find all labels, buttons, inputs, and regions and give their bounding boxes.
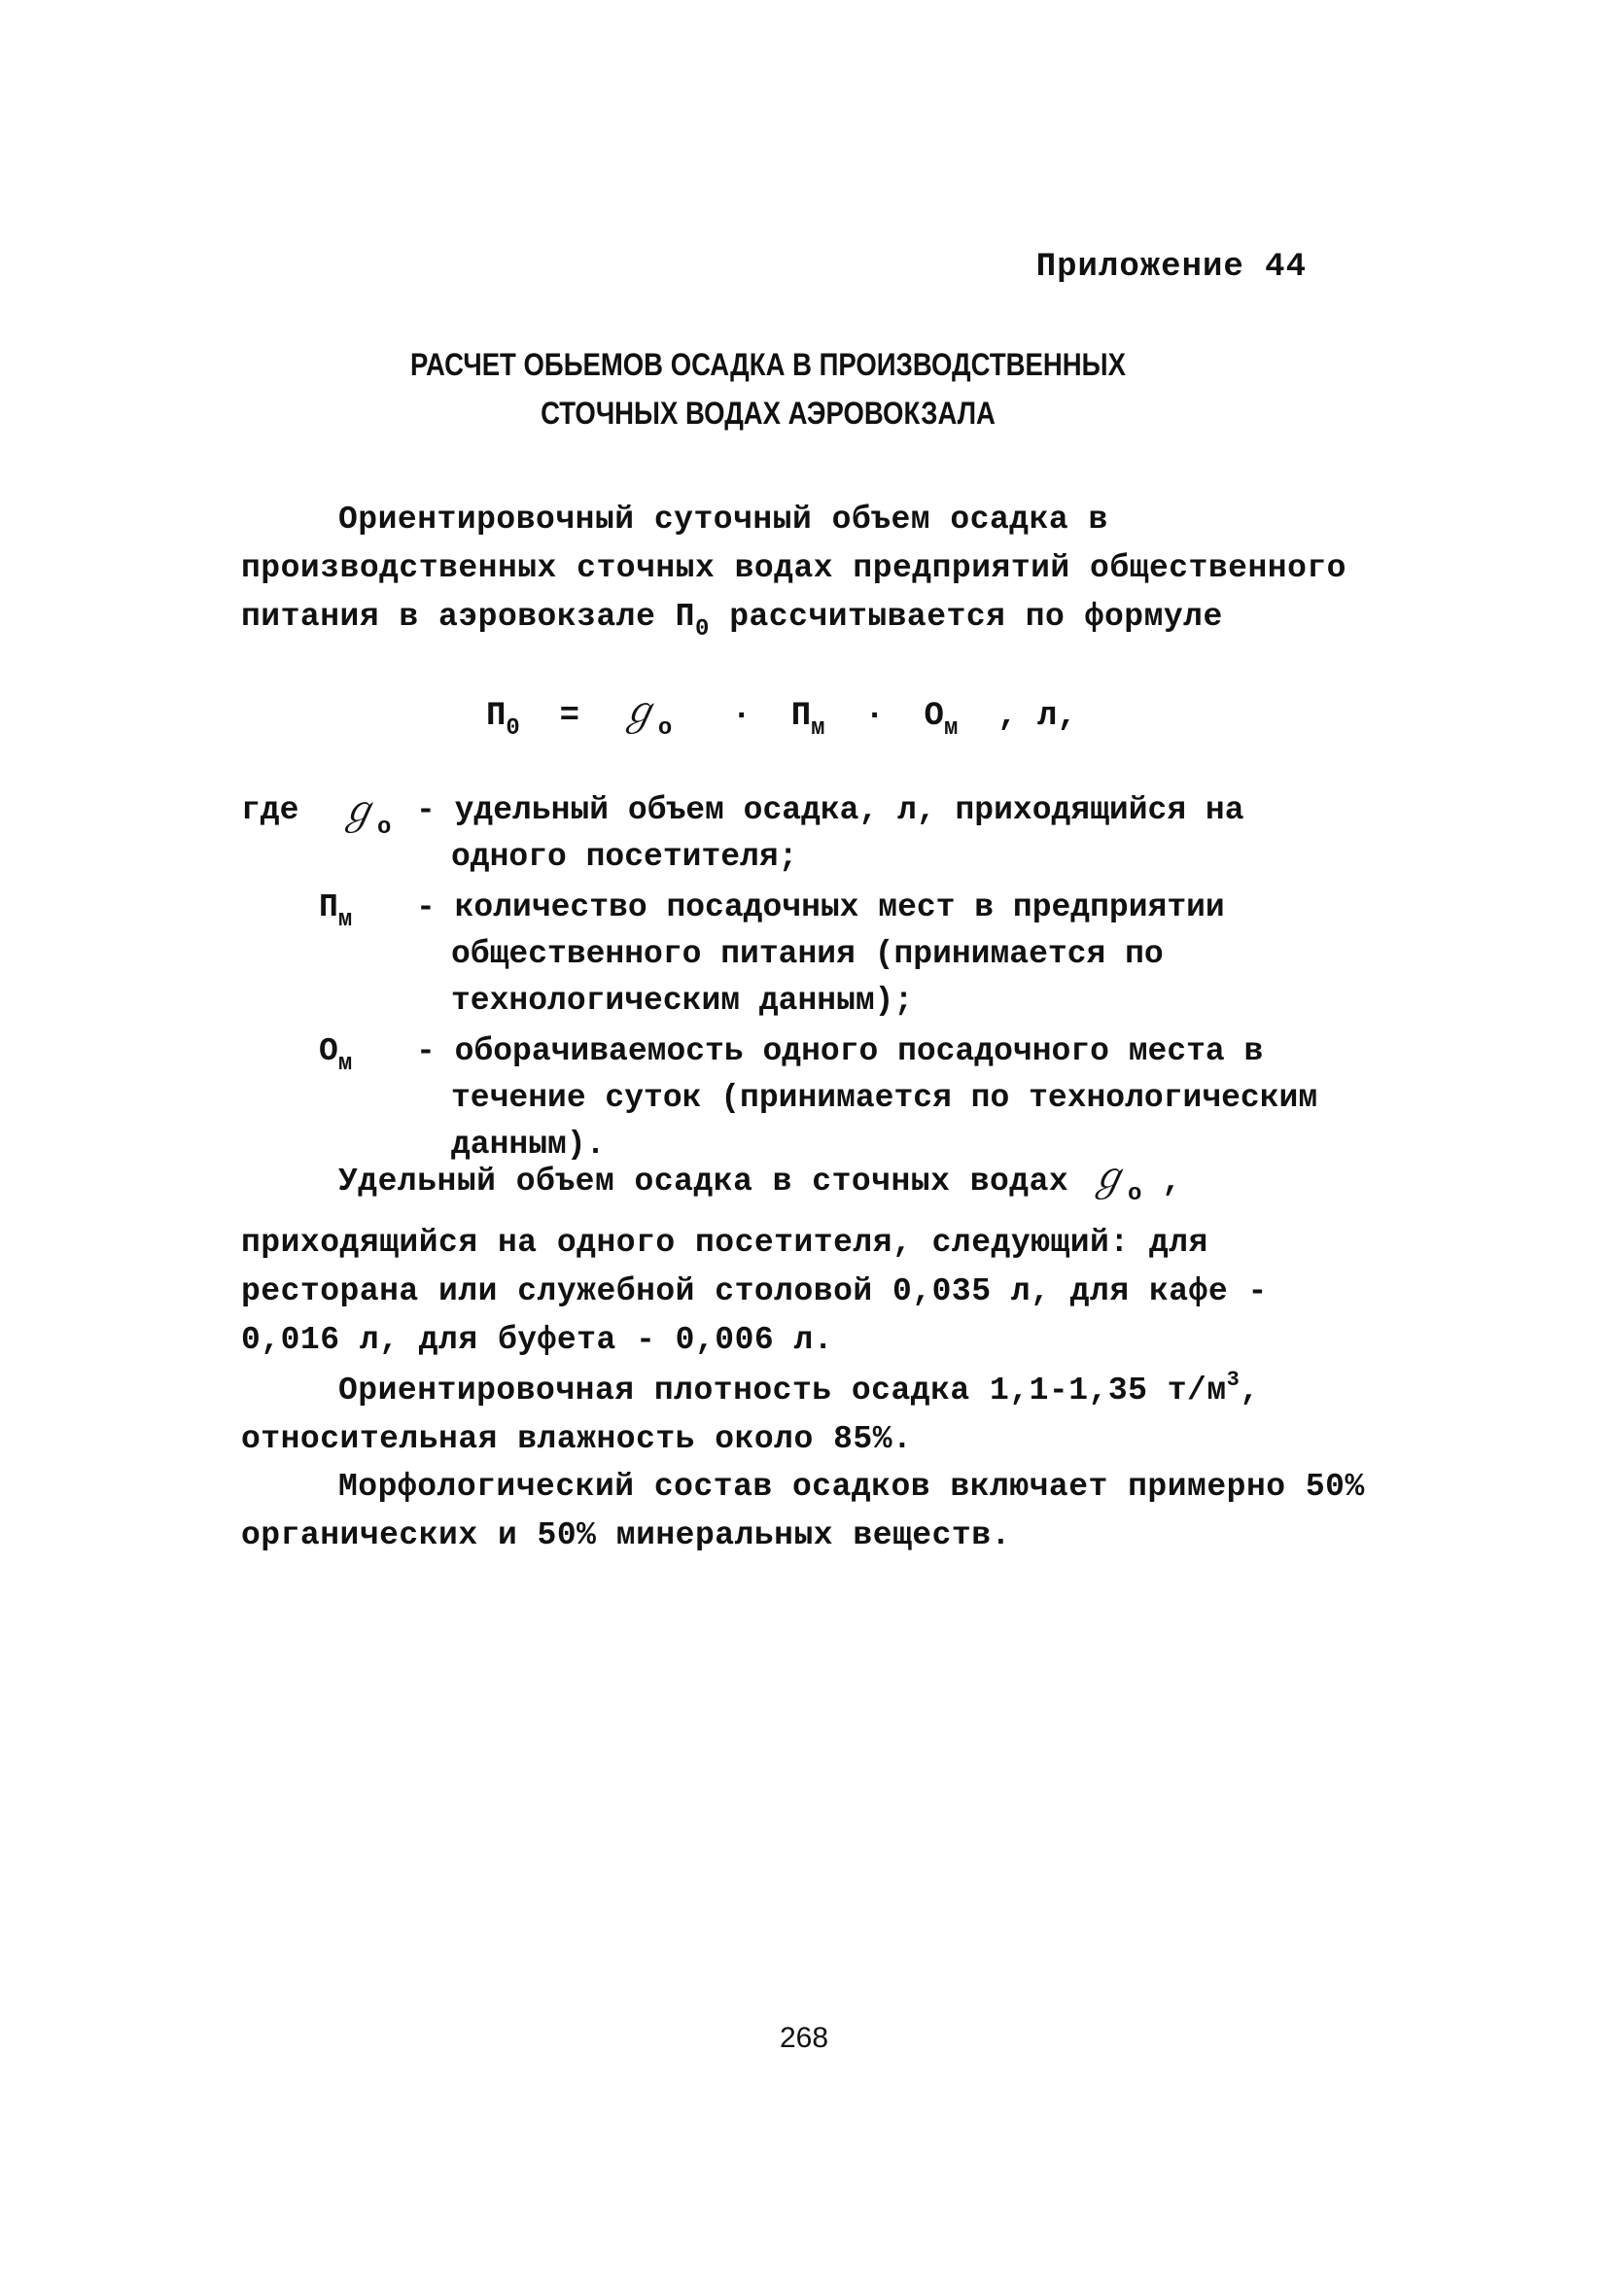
legend-row [241,885,1369,1025]
paragraph-4 [241,1463,1369,1560]
formula-lhs-sub: 0 [506,715,520,742]
page-number: 268 [779,2022,829,2054]
para3-text-b: , относительная влажность около 85%. [241,1373,1260,1457]
legend-row [241,787,1369,881]
legend-desc: - количество посадочных мест в предприятии общественного питания (принимается по технологическим данным); [416,889,1225,1019]
paragraph-3 [241,1356,1369,1464]
title-line-1: РАСЧЕТ ОБЬЕМОВ ОСАДКА В ПРОИЗВОДСТВЕННЫХ [410,347,1126,382]
para2-rho-sub: o [1128,1181,1142,1207]
title-line-2: СТОЧНЫХ ВОДАХ АЭРОВОКЗАЛА [541,396,996,431]
paragraph-2 [241,1153,1369,1365]
legend [241,787,1369,1168]
formula-unit: , л, [997,698,1077,735]
legend-where: где [241,792,299,828]
para2-text-b: , приходящийся на одного посетителя, следующий: для ресторана или служебной столовой 0,035 л, для кафе - 0,016 л, для буфета - 0,006 л. [241,1164,1268,1358]
legend-desc: - удельный объем осадка, л, приходящийся на одного посетителя; [416,792,1244,875]
legend-symbol: $П_м$ [319,889,353,933]
formula-lhs: П [486,698,507,735]
para3-text-a: Ориентировочная плотность осадка 1,1-1,35 т/м [338,1373,1227,1409]
formula-rho-sub: o [657,715,673,742]
intro-end: рассчитывается по формуле [729,599,1223,635]
intro-subscript: 0 [694,616,710,643]
formula-pm: П [790,698,812,735]
formula-om-sub: м [943,715,959,742]
formula [486,680,1077,742]
legend-symbol: $О_м$ [319,1033,353,1077]
page-title [317,340,1220,437]
formula-dot-2: · [864,698,885,735]
formula-pm-sub: м [811,715,825,742]
formula-dot-1: · [731,698,752,735]
formula-eq: = [559,698,580,735]
legend-row [241,1028,1369,1168]
formula-rho: ℊ [618,689,658,733]
appendix-label: Приложение 44 [1035,249,1307,286]
legend-symbol: ℊ$_o$ [338,788,392,841]
intro-paragraph [241,496,1369,654]
para2-text-a: Удельный объем осадка в сточных водах [338,1164,1069,1200]
para3-sup: 3 [1226,1368,1241,1392]
formula-om: О [924,698,944,735]
legend-desc: - оборачиваемость одного посадочного места в течение суток (принимается по технологическим данным). [416,1033,1318,1163]
intro-text: Ориентировочный суточный объем осадка в производственных сточных водах предприятий общественного питания в аэровокзале П [241,502,1346,635]
para2-rho: ℊ [1088,1155,1129,1199]
para4-text: Морфологический состав осадков включает примерно 50% органических и 50% минеральных веществ. [241,1469,1365,1553]
